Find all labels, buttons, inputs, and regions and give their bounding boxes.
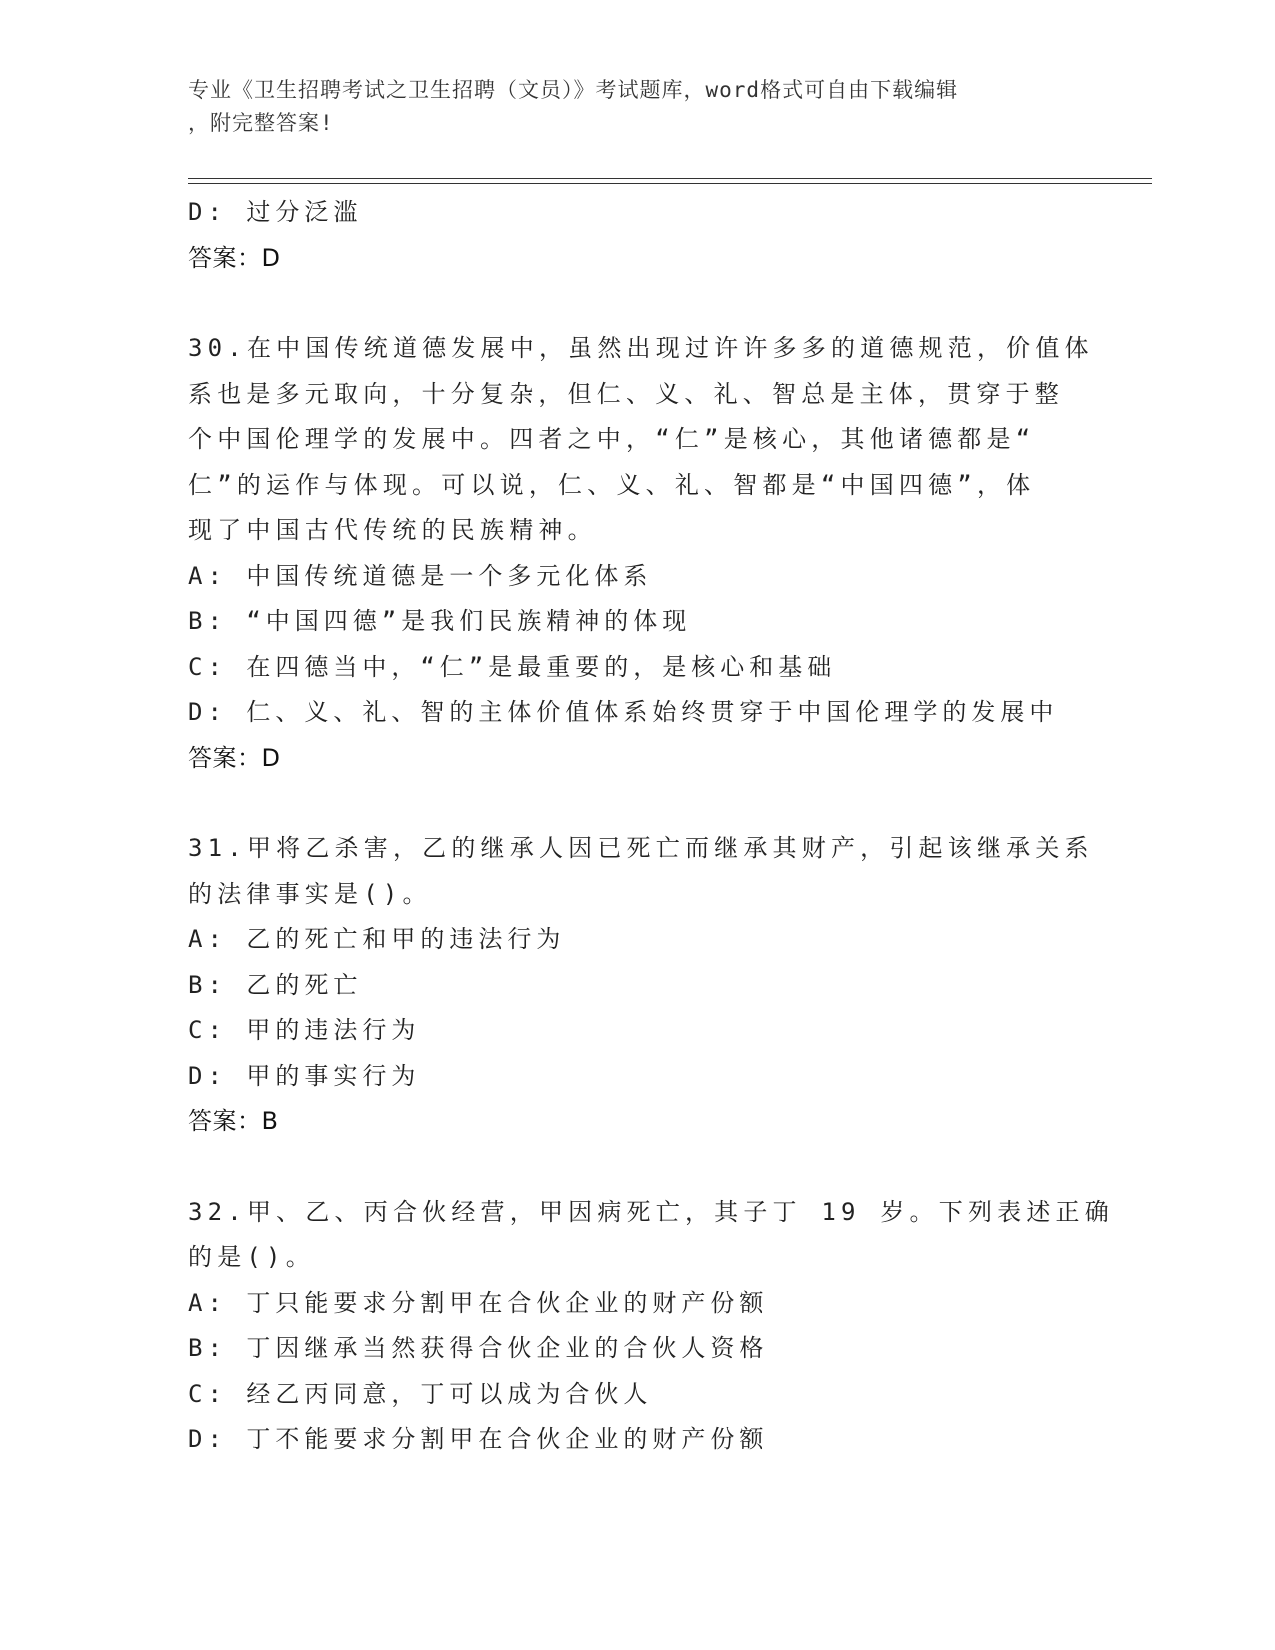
question-stem-line: 个中国伦理学的发展中。四者之中，“仁”是核心，其他诸德都是“ [188, 425, 1036, 453]
option-d: D: 丁不能要求分割甲在合伙企业的财产份额 [188, 1425, 769, 1453]
question-stem-line: 32.甲、乙、丙合伙经营，甲因病死亡，其子丁 19 岁。下列表述正确 [188, 1197, 1114, 1226]
question-30 [188, 326, 1094, 781]
header-line-1: 专业《卫生招聘考试之卫生招聘（文员）》考试题库，word格式可自由下载编辑 [188, 78, 959, 102]
question-29-tail [188, 190, 1088, 281]
question-spacer [188, 1145, 1088, 1190]
question-stem-line: 系也是多元取向，十分复杂，但仁、义、礼、智总是主体，贯穿于整 [188, 379, 1064, 408]
option-a: A: 中国传统道德是一个多元化体系 [188, 561, 653, 590]
option-b: B: 丁因继承当然获得合伙企业的合伙人资格 [188, 1334, 769, 1362]
question-spacer [188, 281, 1088, 326]
question-stem-line: 现了中国古代传统的民族精神。 [188, 516, 597, 544]
option-a: A: 乙的死亡和甲的违法行为 [188, 925, 566, 953]
header-line-2: ，附完整答案! [188, 111, 334, 135]
document-header [188, 74, 1068, 140]
question-stem-line: 的是()。 [188, 1243, 315, 1271]
answer: 答案：D [188, 743, 281, 772]
option-c: C: 经乙丙同意，丁可以成为合伙人 [188, 1379, 653, 1408]
question-31 [188, 826, 1094, 1145]
question-stem-line: 的法律事实是()。 [188, 879, 432, 908]
question-32 [188, 1190, 1114, 1463]
answer: 答案：D [188, 243, 281, 272]
option-d: D: 仁、义、礼、智的主体价值体系始终贯穿于中国伦理学的发展中 [188, 698, 1059, 726]
document-body [188, 190, 1114, 1463]
option-d: D: 过分泛滥 [188, 198, 363, 226]
option-b: B: 乙的死亡 [188, 970, 363, 999]
header-divider-top [188, 178, 1152, 179]
question-stem-line: 30.在中国传统道德发展中，虽然出现过许许多多的道德规范，价值体 [188, 334, 1094, 362]
option-c: C: 在四德当中，“仁”是最重要的，是核心和基础 [188, 652, 837, 681]
header-divider-bottom [188, 183, 1152, 184]
question-spacer [188, 781, 1088, 826]
question-stem-line: 仁”的运作与体现。可以说，仁、义、礼、智都是“中国四德”，体 [188, 470, 1036, 499]
option-c: C: 甲的违法行为 [188, 1016, 421, 1044]
option-b: B: “中国四德”是我们民族精神的体现 [188, 607, 692, 635]
question-stem-line: 31.甲将乙杀害，乙的继承人因已死亡而继承其财产，引起该继承关系 [188, 834, 1094, 862]
option-a: A: 丁只能要求分割甲在合伙企业的财产份额 [188, 1288, 769, 1317]
answer: 答案：B [188, 1107, 279, 1135]
option-d: D: 甲的事实行为 [188, 1061, 421, 1090]
